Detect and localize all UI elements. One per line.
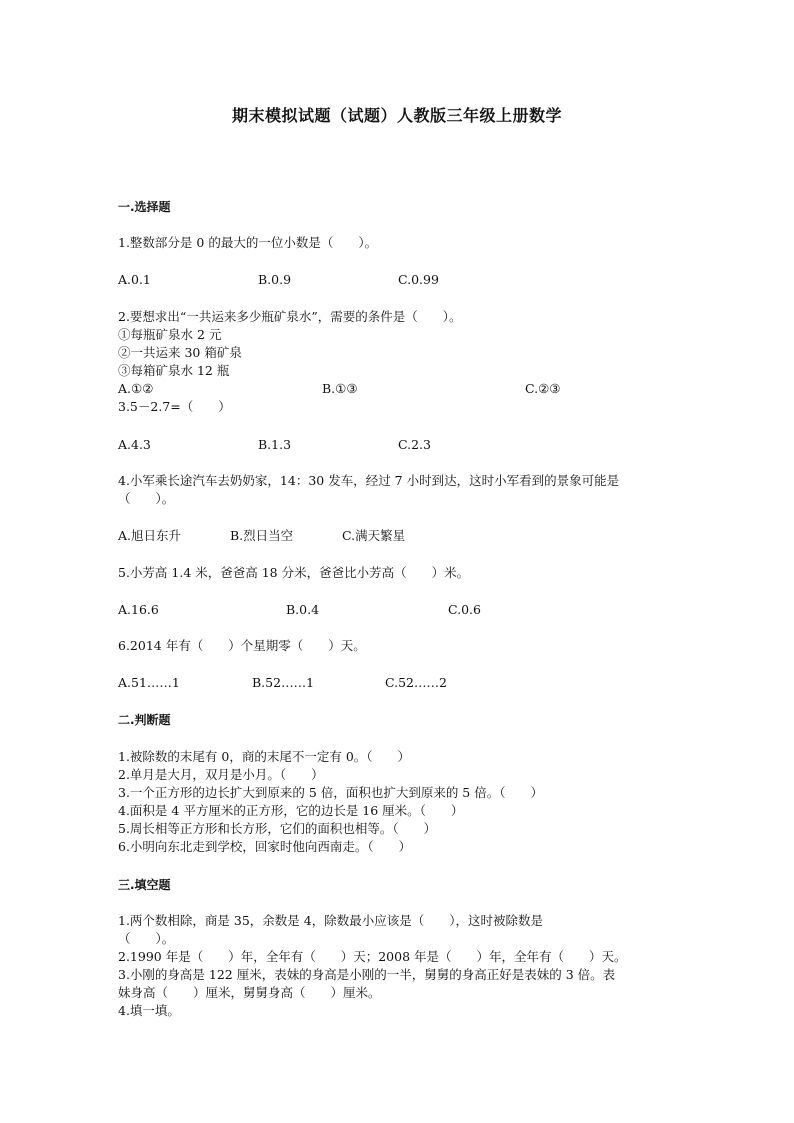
fill-line-5: 妹身高（ ）厘米，舅舅身高（ ）厘米。	[118, 985, 381, 1000]
q2-condition-2: ②一共运来 30 箱矿泉	[118, 345, 242, 360]
fill-line-1: 1.两个数相除，商是 35，余数是 4，除数最小应该是（ ），这时被除数是	[118, 913, 543, 928]
q2-condition-1: ①每瓶矿泉水 2 元	[118, 327, 222, 342]
question-2: 2.要想求出“一共运来多少瓶矿泉水”，需要的条件是（ ）。	[118, 309, 462, 324]
q6-option-b: B.52……1	[252, 675, 315, 690]
q1-option-b: B.0.9	[258, 272, 292, 287]
page-title: 期末模拟试题（试题）人教版三年级上册数学	[231, 106, 562, 125]
q1-option-c: C.0.99	[398, 272, 439, 287]
q2-option-b: B.①③	[322, 381, 358, 396]
q4-option-b: B.烈日当空	[230, 528, 294, 543]
question-1: 1.整数部分是 0 的最大的一位小数是（ ）。	[118, 235, 378, 250]
judge-item-6: 6.小明向东北走到学校，回家时他向西南走。（ ）	[118, 839, 412, 854]
judge-item-1: 1.被除数的末尾有 0，商的末尾不一定有 0。（ ）	[118, 749, 411, 764]
fill-line-2: （ ）。	[118, 931, 175, 946]
q1-option-a: A.0.1	[118, 272, 151, 287]
q5-option-c: C.0.6	[448, 602, 481, 617]
section-heading-choice: 一.选择题	[118, 200, 171, 214]
q5-option-b: B.0.4	[286, 602, 320, 617]
question-5: 5.小芳高 1.4 米，爸爸高 18 分米，爸爸比小芳高（ ）米。	[118, 565, 470, 580]
q2-option-c: C.②③	[525, 381, 561, 396]
judge-item-3: 3.一个正方形的边长扩大到原来的 5 倍，面积也扩大到原来的 5 倍。（ ）	[118, 785, 543, 800]
fill-line-3: 2.1990 年是（ ）年，全年有（ ）天；2008 年是（ ）年，全年有（ ）天。	[118, 949, 627, 964]
q3-option-b: B.1.3	[258, 437, 292, 452]
q5-option-a: A.16.6	[118, 602, 159, 617]
section-heading-fill: 三.填空题	[118, 878, 171, 892]
q6-option-c: C.52……2	[385, 675, 447, 690]
section-heading-judge: 二.判断题	[118, 713, 171, 727]
q3-option-c: C.2.3	[398, 437, 431, 452]
judge-item-5: 5.周长相等正方形和长方形，它们的面积也相等。（ ）	[118, 821, 437, 836]
question-4-line-2: （ ）。	[118, 491, 175, 506]
q3-option-a: A.4.3	[118, 437, 151, 452]
fill-line-4: 3.小刚的身高是 122 厘米，表妹的身高是小刚的一半，舅舅的身高正好是表妹的 3 倍。表	[118, 967, 616, 982]
question-4-line-1: 4.小军乘长途汽车去奶奶家，14：30 发车，经过 7 小时到达，这时小军看到的景象可能是	[118, 473, 620, 488]
q2-condition-3: ③每箱矿泉水 12 瓶	[118, 363, 230, 378]
question-3: 3.5－2.7=（ ）	[118, 399, 231, 414]
fill-line-6: 4.填一填。	[118, 1003, 180, 1018]
q2-option-a: A.①②	[118, 381, 154, 396]
q6-option-a: A.51……1	[118, 675, 180, 690]
q4-option-a: A.旭日东升	[118, 528, 182, 543]
judge-item-2: 2.单月是大月，双月是小月。（ ）	[118, 767, 324, 782]
judge-item-4: 4.面积是 4 平方厘米的正方形，它的边长是 16 厘米。（ ）	[118, 803, 464, 818]
question-6: 6.2014 年有（ ）个星期零（ ）天。	[118, 638, 366, 653]
q4-option-c: C.满天繁星	[342, 528, 406, 543]
